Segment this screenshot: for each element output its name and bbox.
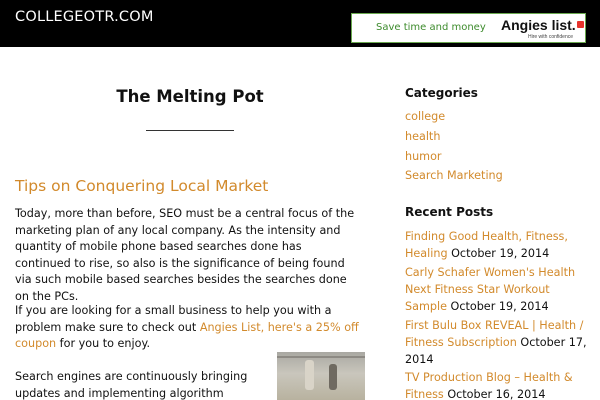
paragraph-2-text-after: for you to enjoy. (56, 337, 151, 350)
recent-post-item (405, 317, 590, 368)
recent-post-date: October 19, 2014 (450, 300, 549, 313)
image-person-1 (305, 360, 314, 390)
recent-post-date: October 19, 2014 (451, 247, 550, 260)
category-link-health[interactable]: health (405, 130, 441, 143)
recent-post-link[interactable]: First Bulu Box REVEAL | Health / Fitness Subscription (405, 319, 584, 349)
paragraph-2-text-before: If you are looking for a small business to help you with a problem make sure to check out (15, 304, 332, 334)
title-divider (146, 130, 234, 131)
recent-post-date: October 17, 2014 (405, 336, 587, 366)
post-title-link[interactable]: Tips on Conquering Local Market (15, 177, 269, 195)
ad-text: Save time and money (376, 22, 486, 33)
recent-post-date: October 16, 2014 (447, 388, 546, 400)
categories-heading: Categories (405, 86, 478, 100)
ad-brand: Angies list. (501, 17, 576, 33)
coupon-link[interactable]: Angies List, here's a 25% off coupon (15, 320, 359, 350)
category-link-college[interactable]: college (405, 110, 446, 123)
ad-tagline: Hire with confidence (528, 34, 574, 40)
recent-post-item (405, 369, 590, 400)
post-paragraph-2 (15, 303, 360, 353)
recent-post-link[interactable]: TV Production Blog – Health & Fitness (405, 371, 573, 400)
check-icon (577, 21, 584, 28)
category-link-humor[interactable]: humor (405, 150, 442, 163)
site-title-link[interactable]: COLLEGEOTR.COM (15, 9, 154, 25)
post-image (277, 352, 365, 400)
recent-post-link[interactable]: Carly Schafer Women's Health Next Fitness Star Workout Sample (405, 266, 576, 313)
image-fence (277, 356, 365, 358)
category-link-search-marketing[interactable]: Search Marketing (405, 169, 503, 182)
recent-post-item (405, 264, 590, 315)
post-paragraph-1: Today, more than before, SEO must be a central focus of the marketing plan of any local company. As the intensity and quantity of mobile phone based searches done has continued to rise, so also is the significance of being found via such mobile based searches besides the searches done on the PCs. (15, 207, 355, 303)
image-person-2 (329, 364, 337, 390)
recent-post-item (405, 228, 590, 262)
ad-banner[interactable] (351, 13, 586, 43)
recent-post-link[interactable]: Finding Good Health, Fitness, Healing (405, 230, 568, 260)
recent-posts-heading: Recent Posts (405, 205, 494, 219)
ad-logo (501, 17, 584, 33)
post-paragraph-3: Search engines are continuously bringing updates and implementing algorithm (15, 370, 248, 400)
top-bar (0, 0, 600, 47)
page-title: The Melting Pot (116, 87, 264, 106)
